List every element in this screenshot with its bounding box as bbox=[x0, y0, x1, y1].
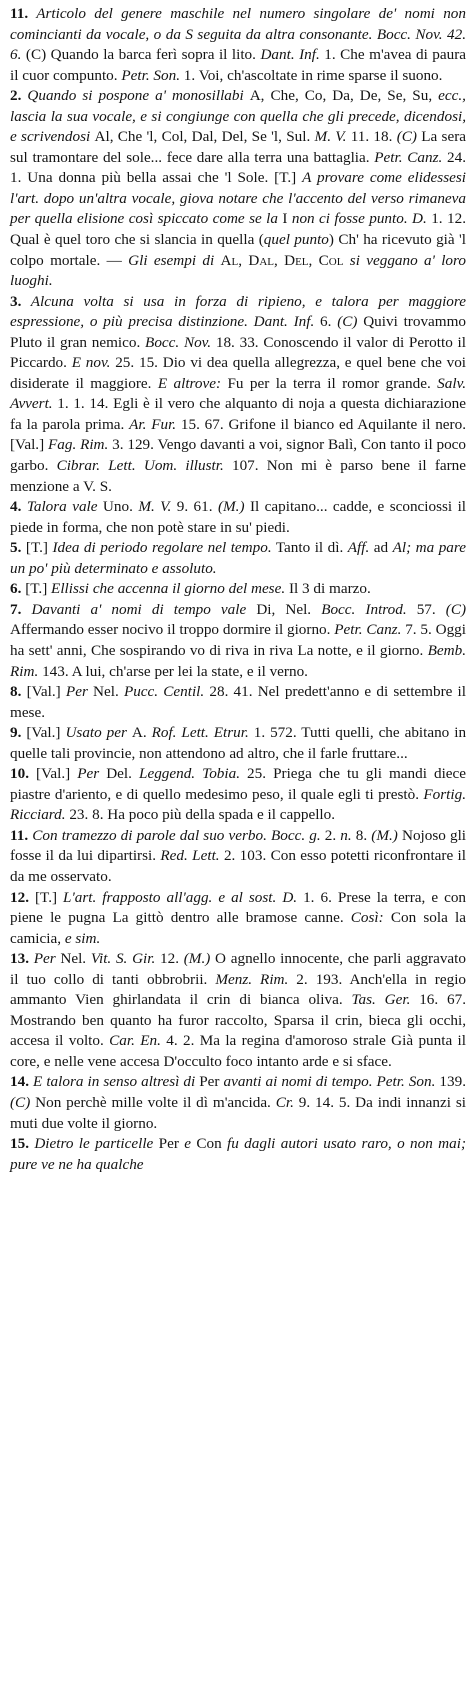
italic-run: A provare come elidessesi l'art. dopo un'altra vocale, giova notare che l'accento del verso rimaneva per quella elisione così spiccato come se la bbox=[10, 169, 466, 228]
dictionary-entry-e2 bbox=[10, 86, 466, 291]
italic-run: Alcuna volta si usa in forza di ripieno, e talora per maggiore espressione, o più precisa distinzione. Dant. Inf. bbox=[10, 292, 466, 331]
text-run: 15. 67. Grifone il bianco ed Aquilante il nero. [Val.] bbox=[10, 415, 466, 454]
italic-run: Idea di periodo regolare nel tempo. bbox=[52, 539, 272, 557]
text-run: 9. 14. 5. Da indi innanzi si muti due volte il giorno. bbox=[10, 1093, 466, 1132]
italic-run: Ar. Fur. bbox=[129, 415, 177, 433]
entry-number: 12. bbox=[10, 888, 29, 906]
italic-run: (C) bbox=[337, 313, 358, 331]
text-run: Nel. bbox=[93, 683, 124, 701]
italic-run: M. V. bbox=[314, 128, 347, 146]
text-run: 11. 18. bbox=[346, 128, 397, 146]
text-run: 2. 193. Anch'ella in regio ammanto Vien ghirlandata il crin di bianca oliva. bbox=[10, 970, 467, 1009]
text-run: 139. bbox=[435, 1073, 466, 1091]
dictionary-entry-e13 bbox=[10, 949, 466, 1072]
italic-run: Fortig. Ricciard. bbox=[10, 785, 466, 824]
text-run: Il capitano... cadde, e sconciossi il piede in forma, che non potè stare in su' piedi. bbox=[10, 498, 467, 536]
italic-run: ma pare un po' più determinato e assoluto. bbox=[10, 539, 466, 577]
italic-run: M. V. bbox=[138, 498, 172, 516]
italic-run: L'art. frapposto all'agg. e al sost. D. bbox=[63, 888, 298, 906]
italic-run: e sim. bbox=[64, 929, 101, 947]
text-run: Affermando esser nocivo il troppo dormire il giorno. bbox=[10, 621, 335, 639]
italic-run: avanti ai nomi di tempo. Petr. Son. bbox=[223, 1073, 436, 1091]
italic-run: ecc., lascia la sua vocale, e si congiunge con quella che gli precede, dicendosi, e scrivendosi bbox=[10, 87, 466, 146]
entry-number: 11. bbox=[10, 5, 29, 22]
italic-run: Usato per bbox=[65, 724, 132, 742]
text-run: Con sola la camicia, bbox=[10, 909, 466, 947]
italic-run: Petr. Son. bbox=[121, 66, 180, 84]
italic-run: Menz. Rim. bbox=[215, 970, 289, 988]
italic-run: non ci fosse punto. D. bbox=[287, 210, 427, 228]
italic-run: Pucc. Centil. bbox=[123, 683, 205, 701]
italic-run: E altrove: bbox=[157, 374, 222, 392]
text-run: 28. 41. Nel predett'anno e di settembre il mese. bbox=[10, 683, 466, 721]
dictionary-entry-e15 bbox=[10, 1134, 466, 1175]
entry-number: 2. bbox=[10, 87, 22, 105]
italic-run: n. bbox=[340, 826, 352, 844]
text-run: 1. 6. Prese la terra, e con piene le pugna La gittò dentro alle bramose canne. bbox=[10, 888, 467, 927]
text-run: 12. bbox=[155, 950, 184, 968]
italic-run: (M.) bbox=[217, 498, 245, 516]
italic-run: Cibrar. Lett. Uom. illustr. bbox=[56, 457, 224, 475]
text-run: 24. 1. Una donna più bella assai che 'l Sole. [T.] bbox=[10, 148, 467, 187]
text-run: [Val.] bbox=[28, 765, 78, 783]
text-run: A. bbox=[131, 724, 152, 742]
italic-run: Dant. Inf. bbox=[260, 46, 320, 64]
text-run: [T.] bbox=[28, 888, 64, 906]
italic-run: Car. En. bbox=[109, 1032, 161, 1050]
text-run: Tanto il dì. bbox=[271, 539, 348, 557]
italic-run: E nov. bbox=[71, 354, 111, 372]
italic-run: Petr. Canz. bbox=[374, 148, 443, 166]
text-run: 1. 1. 14. Egli è il vero che alquanto di noja a questa dichiarazione fa la parola prima. bbox=[10, 395, 466, 433]
text-run: I bbox=[282, 210, 288, 228]
italic-run: Davanti a' nomi di tempo vale bbox=[21, 600, 257, 618]
text-run: [Val.] bbox=[21, 724, 66, 742]
entry-number: 11. bbox=[10, 826, 29, 844]
italic-run: Articolo del genere maschile nel numero singolare de' nomi non comincianti da vocale, o da S seguita da altra consonante. Bocc. Nov. 42. 6. bbox=[10, 5, 466, 64]
dictionary-entry-e10 bbox=[10, 764, 466, 826]
italic-run: si veggano a' loro luoghi. bbox=[10, 251, 466, 290]
text-run: 1. Che m'avea di paura il cuor compunto. bbox=[10, 46, 467, 84]
entry-number: 3. bbox=[10, 292, 22, 310]
text-run: 2. bbox=[320, 826, 341, 844]
text-run: 1. 572. Tutti quelli, che abitano in quelle tali provincie, non attendono ad altro, che il farle fruttare... bbox=[10, 724, 467, 762]
italic-run: Ellissi che accenna il giorno del mese. bbox=[51, 580, 286, 598]
text-run: Nojoso gli fosse il da lui dipartirsi. bbox=[10, 826, 467, 865]
text-run: Fu per la terra il romor grande. bbox=[221, 374, 438, 392]
dictionary-entry-e14 bbox=[10, 1072, 466, 1134]
dictionary-entry-e4 bbox=[10, 497, 466, 538]
italic-run: Tas. Ger. bbox=[351, 991, 411, 1009]
dictionary-entry-e12 bbox=[10, 888, 466, 950]
text-run: [Val.] bbox=[21, 683, 66, 701]
italic-run: Red. Lett. bbox=[160, 847, 220, 865]
text-run: 8. bbox=[351, 826, 372, 844]
italic-run: (M.) bbox=[371, 826, 398, 844]
italic-run: Per bbox=[77, 765, 107, 783]
text-run: Quivi trovammo Pluto il gran nemico. bbox=[10, 313, 466, 351]
text-run: 143. A lui, ch'arse per lei la state, e il verno. bbox=[38, 662, 308, 680]
italic-run: Con tramezzo di parole dal suo verbo. Bocc. g. bbox=[28, 826, 321, 844]
italic-run: Bocc. Nov. bbox=[145, 333, 212, 351]
italic-run: Salv. Avvert. bbox=[10, 374, 466, 413]
text-run: 16. 67. Mostrando ben quanto ha furor raccolto, Sparsa il crin, bieca gli occhi, accesa il volto. bbox=[10, 991, 466, 1050]
dictionary-entry-e6 bbox=[10, 579, 466, 600]
italic-run: Aff. bbox=[347, 539, 370, 557]
text-run: (C) Quando la barca ferì sopra il lito. bbox=[21, 46, 261, 64]
dictionary-entry-e7 bbox=[10, 600, 466, 682]
italic-run: e bbox=[184, 1135, 197, 1153]
text-run: 4. 2. Ma la regina d'amoroso strale Già punta il core, e nelle vene accesa D'occulto foco intanto arde e si sface. bbox=[10, 1032, 466, 1070]
entry-number: 10. bbox=[10, 765, 29, 783]
italic-run: quel punto bbox=[263, 231, 329, 249]
text-run: 23. 8. Ha poco più della spada e il cappello. bbox=[65, 806, 336, 824]
italic-run: Leggend. Tobia. bbox=[139, 765, 240, 783]
text-run: 25. 15. Dio vi dea quella allegrezza, e quel bene che voi disiderate il maggiore. bbox=[10, 354, 467, 392]
text-run: 107. Non mi è parso bene il farne menzione a V. S. bbox=[10, 457, 467, 495]
text-run: 7. 5. Oggi ha sett' anni, Che sospirando vo di riva in riva La notte, e il giorno. bbox=[10, 621, 466, 659]
italic-run: Così: bbox=[350, 909, 384, 927]
text-run: Di, Nel. bbox=[256, 600, 322, 618]
italic-run: Talora vale bbox=[21, 498, 103, 516]
text-run: [T.] bbox=[21, 539, 53, 557]
text-run: Non perchè mille volte il dì m'ancida. bbox=[30, 1093, 276, 1111]
entry-number: 13. bbox=[10, 950, 29, 968]
text-run: Per bbox=[199, 1073, 224, 1091]
text-run: Del. bbox=[106, 765, 139, 783]
text-run: 57. bbox=[406, 600, 446, 618]
italic-run: Bocc. Introd. bbox=[321, 600, 407, 618]
dictionary-entry-e11b bbox=[10, 826, 466, 888]
italic-run: Cr. bbox=[275, 1093, 294, 1111]
italic-run: Vit. S. Gir. bbox=[90, 950, 156, 968]
text-run: 9. 61. bbox=[171, 498, 218, 516]
text-run: Nel. bbox=[60, 950, 91, 968]
italic-run: Rof. Lett. Etrur. bbox=[151, 724, 249, 742]
text-run: A, Che, Co, Da, De, Se, Su, bbox=[249, 87, 439, 105]
italic-run: (C) bbox=[396, 128, 417, 146]
italic-run: fu dagli autori usato raro, o non mai; pure ve ne ha qualche bbox=[10, 1135, 466, 1173]
italic-run: Al; bbox=[392, 539, 412, 557]
italic-run: Fag. Rim. bbox=[47, 436, 109, 454]
dictionary-entry-e3 bbox=[10, 292, 466, 497]
text-run: 1. Voi, ch'ascoltate in rime sparse il suono. bbox=[180, 66, 443, 84]
entry-number: 7. bbox=[10, 600, 22, 618]
text-run: 25. Priega che tu gli mandi diece piastre d'ariento, e di quello medesimo peso, il quale egli ti prestò. bbox=[10, 765, 467, 803]
small-caps-run: Al, Dal, Del, Col bbox=[220, 251, 344, 269]
italic-run: Dietro le particelle bbox=[28, 1135, 159, 1153]
text-run: 2. 103. Con esso potetti riconfrontare il da me osservato. bbox=[10, 847, 466, 885]
text-run: Al, Che 'l, Col, Dal, Del, Se 'l, Sul. bbox=[94, 128, 315, 146]
text-run: ad bbox=[369, 539, 393, 557]
entry-number: 5. bbox=[10, 539, 22, 557]
italic-run: Per bbox=[65, 683, 94, 701]
text-run: 6. bbox=[314, 313, 338, 331]
italic-run: Per bbox=[28, 950, 61, 968]
italic-run: (C) bbox=[445, 600, 467, 618]
entry-number: 15. bbox=[10, 1135, 29, 1153]
entry-number: 14. bbox=[10, 1073, 29, 1091]
text-run: La sera sul tramontare del sole... fece dare alla terra una battaglia. bbox=[10, 128, 467, 166]
text-run: Per bbox=[158, 1135, 185, 1153]
entry-number: 8. bbox=[10, 683, 22, 701]
text-run: [T.] bbox=[21, 580, 52, 598]
text-run: O agnello innocente, che parli aggravato il tuo collo di tanti obbrobrii. bbox=[10, 950, 466, 988]
entry-number: 6. bbox=[10, 580, 22, 598]
text-run: 3. 129. Vengo davanti a voi, signor Balì, Con tanto il poco garbo. bbox=[10, 436, 467, 475]
italic-run: Petr. Canz. bbox=[334, 621, 402, 639]
text-run: 18. 33. Conoscendo il valor di Perotto il Piccardo. bbox=[10, 333, 466, 372]
italic-run: Quando si pospone a' monosillabi bbox=[21, 87, 250, 105]
entry-number: 9. bbox=[10, 724, 22, 742]
dictionary-entry-e9 bbox=[10, 723, 466, 764]
text-run: Uno. bbox=[102, 498, 139, 516]
text-run: Il 3 di marzo. bbox=[285, 580, 371, 598]
text-run: Con bbox=[196, 1135, 228, 1153]
entry-number: 4. bbox=[10, 498, 22, 516]
italic-run: (M.) bbox=[183, 950, 211, 968]
italic-run: E talora in senso altresì di bbox=[28, 1073, 200, 1091]
text-run: ) Ch' ha ricevuto già 'l colpo mortale. — bbox=[10, 231, 466, 269]
italic-run: Bemb. Rim. bbox=[10, 641, 466, 680]
dictionary-entry-e11 bbox=[10, 4, 466, 86]
dictionary-entry-e5 bbox=[10, 538, 466, 579]
italic-run: Gli esempi di bbox=[128, 251, 221, 269]
text-run: 1. 12. Qual è quel toro che si slancia in quella ( bbox=[10, 210, 467, 249]
dictionary-entry-e8 bbox=[10, 682, 466, 723]
italic-run: (C) bbox=[10, 1093, 31, 1111]
